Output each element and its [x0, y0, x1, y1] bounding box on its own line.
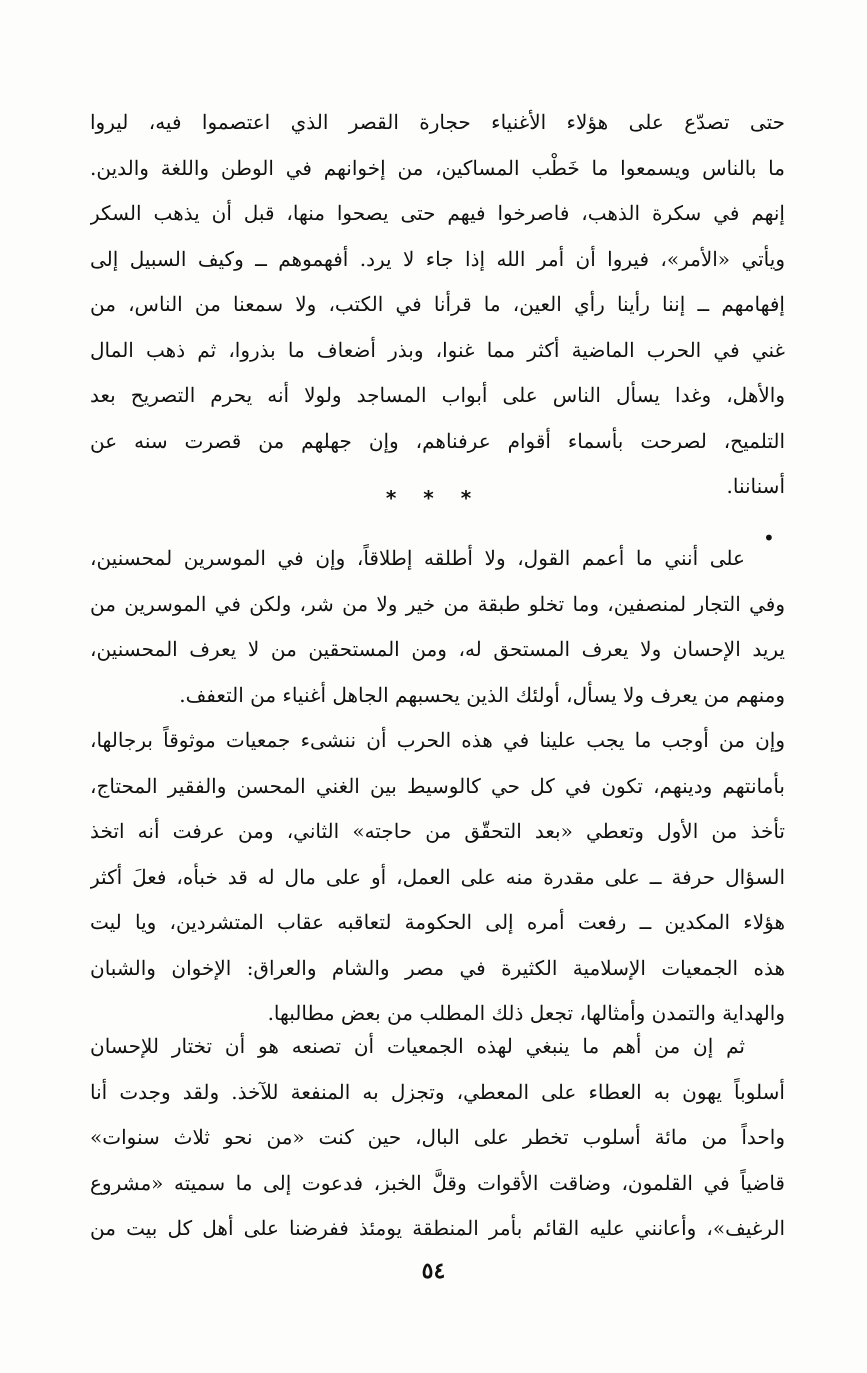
text-line: يريد الإحسان ولا يعرف المستحق له، ومن المستحقين من لا يعرف المحسنين،	[90, 637, 785, 661]
text-line: السؤال حرفة ــ على مقدرة منه على العمل، أو على مال له قد خبأه، فعلَ أكثر	[90, 864, 785, 889]
text-line: ما بالناس ويسمعوا ما خَطْب المساكين، من إخوانهم في الوطن واللغة والدين.	[90, 155, 785, 180]
text-line: هذه الجمعيات الإسلامية الكثيرة في مصر والشام والعراق: الإخوان والشبان	[90, 955, 785, 980]
text-line: على أنني ما أعمم القول، ولا أطلقه إطلاقاً، وإن في الموسرين لمحسنين،	[90, 546, 745, 570]
text-line: والهداية والتمدن وأمثالها، تجعل ذلك المطلب من بعض مطالبها.	[267, 1001, 785, 1025]
text-line: حتى تصدّع على هؤلاء الأغنياء حجارة القصر الذي اعتصموا فيه، ليروا	[90, 110, 785, 134]
text-line: قاضياً في القلمون، وضاقت الأقوات وقلَّ الخبز، فدعوت إلى ما سميته «مشروع	[90, 1170, 785, 1195]
text-line: ومنهم من يعرف ولا يسأل، أولئك الذين يحسبهم الجاهل أغنياء من التعفف.	[179, 682, 785, 707]
paragraph-1	[90, 100, 785, 510]
text-line: غني في الحرب الماضية أكثر مما غنوا، وبذر أضعاف ما بذروا، ثم ذهب المال	[90, 337, 785, 362]
paragraph-3	[90, 1024, 785, 1252]
text-line: ثم إن من أهم ما ينبغي لهذه الجمعيات أن تصنعه هو أن تختار للإحسان	[90, 1034, 745, 1058]
text-line: أسناننا.	[726, 474, 785, 498]
margin-mark: •	[763, 526, 775, 550]
text-line: والأهل، وغدا يسأل الناس على أبواب المساجد ولولا أنه يحرم التصريح بعد	[90, 383, 785, 407]
text-line: بأمانتهم ودينهم، تكون في كل حي كالوسيط بين الغني المحسن والفقير المحتاج،	[90, 773, 785, 798]
text-line: وفي التجار لمنصفين، وما تخلو طبقة من خير ولا من شر، ولكن في الموسرين من	[90, 591, 785, 616]
paragraph-2	[90, 536, 785, 1037]
text-line: واحداً من مائة أسلوب تخطر على البال، حين كنت «من نحو ثلاث سنوات»	[90, 1125, 785, 1149]
text-line: إفهامهم ــ إننا رأينا رأي العين، ما قرأنا في الكتب، ولا سمعنا من الناس، من	[90, 292, 785, 316]
text-line: الرغيف»، وأعانني عليه القائم بأمر المنطقة يومئذ ففرضنا على أهل كل بيت من	[90, 1216, 785, 1240]
text-line: أسلوباً يهون به العطاء على المعطي، وتجزل به المنفعة للآخذ. ولقد وجدت أنا	[90, 1079, 785, 1104]
text-line: ويأتي «الأمر»، فيروا أن أمر الله إذا جاء لا يرد. أفهموهم ــ وكيف السبيل إلى	[90, 246, 785, 271]
text-line: وإن من أوجب ما يجب علينا في هذه الحرب أن ننشىء جمعيات موثوقاً برجالها،	[90, 728, 785, 752]
text-line: تأخذ من الأول وتعطي «بعد التحقّق من حاجته» الثاني، ومن عرفت أنه اتخذ	[90, 819, 785, 843]
text-line: هؤلاء المكدين ــ رفعت أمره إلى الحكومة لتعاقبه عقاب المتشردين، ويا ليت	[90, 910, 785, 934]
section-separator: * * *	[385, 486, 482, 510]
page-number: ٥٤	[421, 1258, 446, 1284]
text-line: إنهم في سكرة الذهب، فاصرخوا فيهم حتى يصحوا منها، قبل أن يذهب السكر	[90, 201, 785, 225]
text-line: التلميح، لصرحت بأسماء أقوام عرفناهم، وإن جهلهم من قصرت سنه عن	[90, 428, 785, 453]
